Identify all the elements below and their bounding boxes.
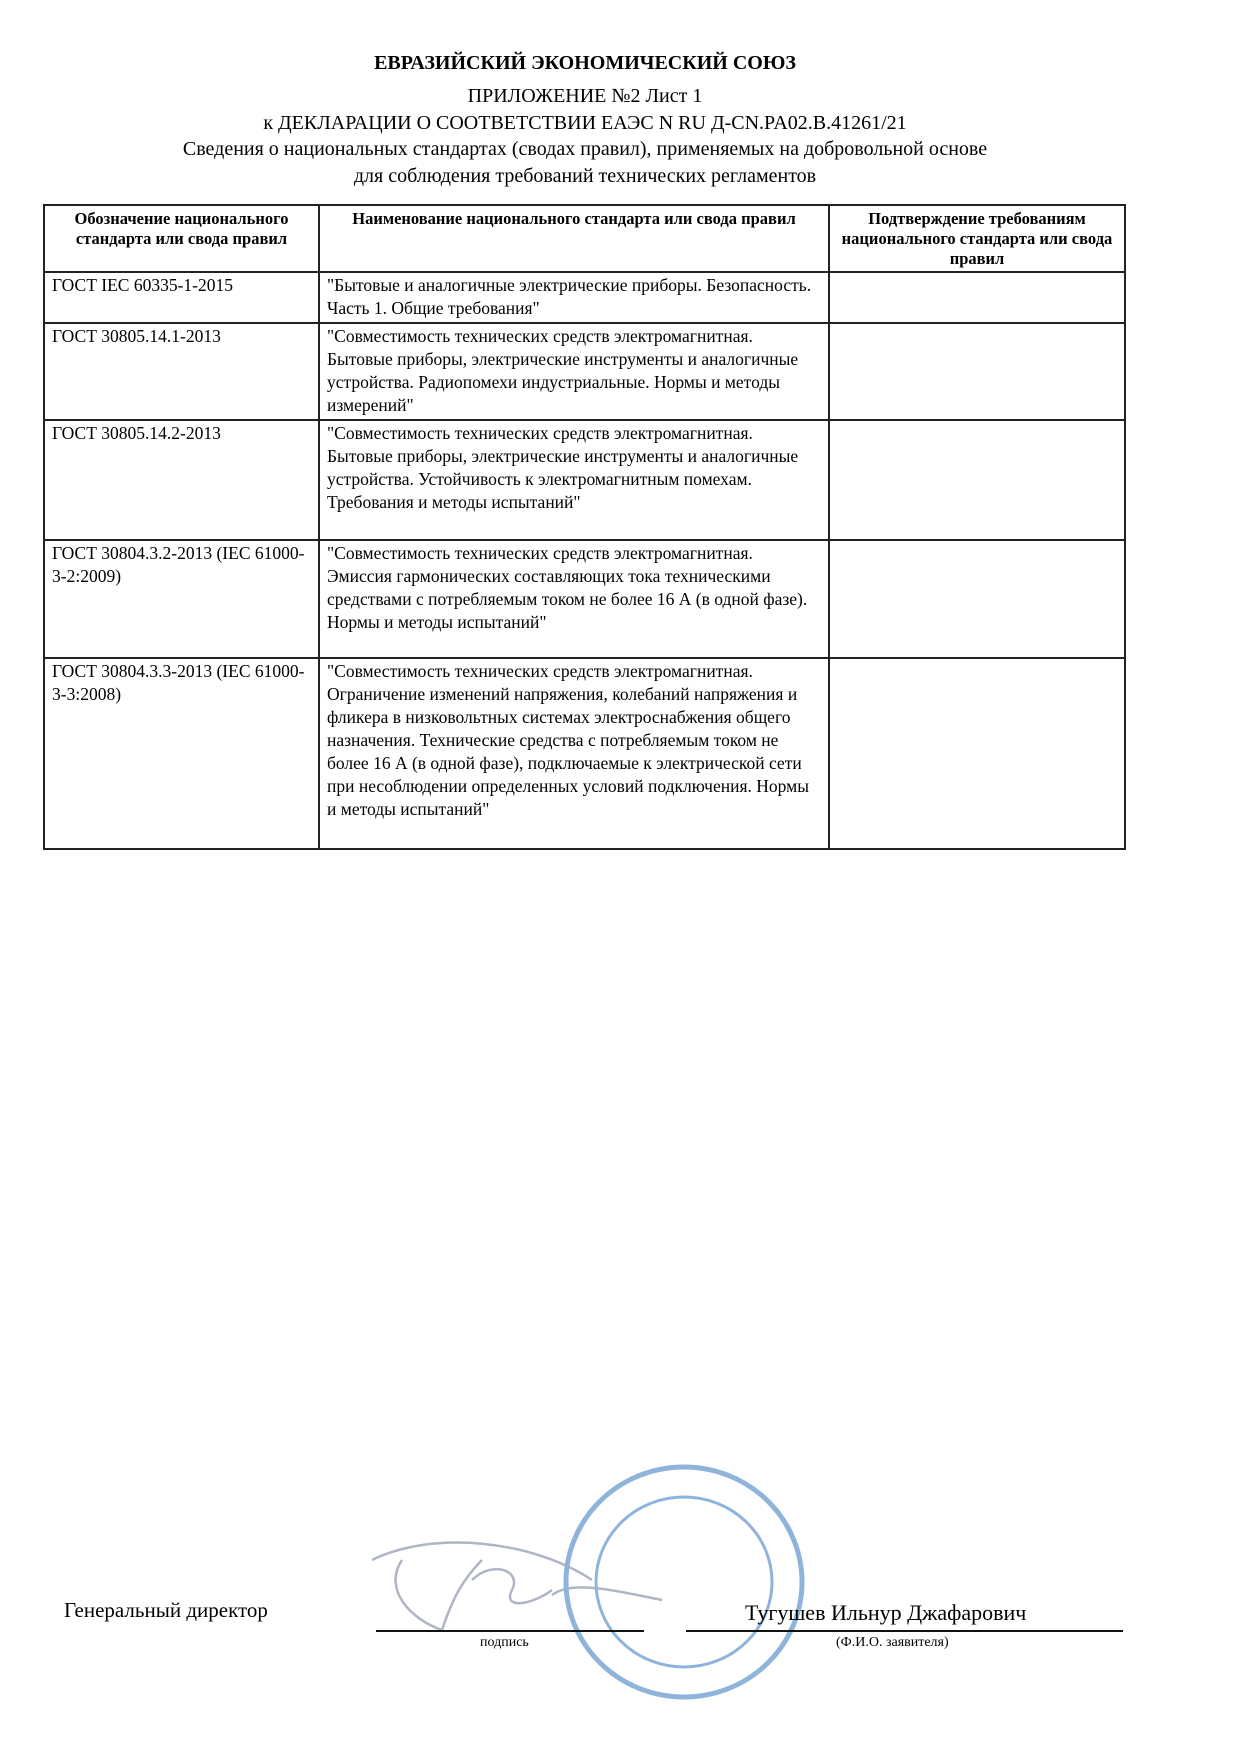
- column-header-name: Наименование национального стандарта или свода правил: [319, 205, 829, 272]
- confirmation-cell: [829, 272, 1125, 323]
- standard-code-cell: ГОСТ 30804.3.2-2013 (IEC 61000-3-2:2009): [44, 540, 319, 658]
- name-caption: (Ф.И.О. заявителя): [836, 1635, 949, 1650]
- signature-line: [376, 1630, 644, 1632]
- confirmation-cell: [829, 540, 1125, 658]
- table-row: [44, 658, 1125, 849]
- table-header-row: [44, 205, 1125, 272]
- standard-code-cell: ГОСТ IEC 60335-1-2015: [44, 272, 319, 323]
- position-label: Генеральный директор: [64, 1598, 268, 1622]
- union-title: ЕВРАЗИЙСКИЙ ЭКОНОМИЧЕСКИЙ СОЮЗ: [374, 52, 796, 74]
- table-row: [44, 540, 1125, 658]
- column-header-confirm: Подтверждение требованиям национального стандарта или свода правил: [829, 205, 1125, 272]
- standard-name-cell: "Совместимость технических средств электромагнитная. Эмиссия гармонических составляющих тока техническими средствами с потребляемым током не более 16 А (в одной фазе). Нормы и методы испытаний": [319, 540, 829, 658]
- standard-name-cell: "Совместимость технических средств электромагнитная. Бытовые приборы, электрические инструменты и аналогичные устройства. Устойчивость к электромагнитным помехам. Требования и методы испытаний": [319, 420, 829, 540]
- column-header-code: Обозначение национального стандарта или свода правил: [44, 205, 319, 272]
- signature-caption: подпись: [480, 1635, 529, 1650]
- standard-code-cell: ГОСТ 30805.14.1-2013: [44, 323, 319, 420]
- standard-name-cell: "Совместимость технических средств электромагнитная. Бытовые приборы, электрические инструменты и аналогичные устройства. Радиопомехи индустриальные. Нормы и методы измерений": [319, 323, 829, 420]
- confirmation-cell: [829, 420, 1125, 540]
- company-stamp: [562, 1463, 806, 1701]
- subtitle-line-1: Сведения о национальных стандартах (сводах правил), применяемых на добровольной основе: [182, 138, 988, 160]
- table-row: [44, 420, 1125, 540]
- confirmation-cell: [829, 658, 1125, 849]
- table-row: [44, 323, 1125, 420]
- appendix-title: ПРИЛОЖЕНИЕ №2 Лист 1: [467, 85, 703, 107]
- standard-code-cell: ГОСТ 30804.3.3-2013 (IEC 61000-3-3:2008): [44, 658, 319, 849]
- standards-table: [43, 204, 1126, 850]
- subtitle-line-2: для соблюдения требований технических регламентов: [353, 165, 817, 187]
- name-line: [686, 1630, 1123, 1632]
- declaration-number: к ДЕКЛАРАЦИИ О СООТВЕТСТВИИ ЕАЭС N RU Д-CN.PA02.B.41261/21: [263, 112, 907, 134]
- table-row: [44, 272, 1125, 323]
- confirmation-cell: [829, 323, 1125, 420]
- standard-name-cell: "Совместимость технических средств электромагнитная. Ограничение изменений напряжения, колебаний напряжения и фликера в низковольтных системах электроснабжения общего назначения. Технические средства с потребляемым током не более 16 А (в одной фазе), подключаемые к электрической сети при несоблюдении определенных условий подключения. Нормы и методы испытаний": [319, 658, 829, 849]
- standard-code-cell: ГОСТ 30805.14.2-2013: [44, 420, 319, 540]
- standard-name-cell: "Бытовые и аналогичные электрические приборы. Безопасность. Часть 1. Общие требования": [319, 272, 829, 323]
- applicant-name: Тугушев Ильнур Джафарович: [745, 1600, 1027, 1625]
